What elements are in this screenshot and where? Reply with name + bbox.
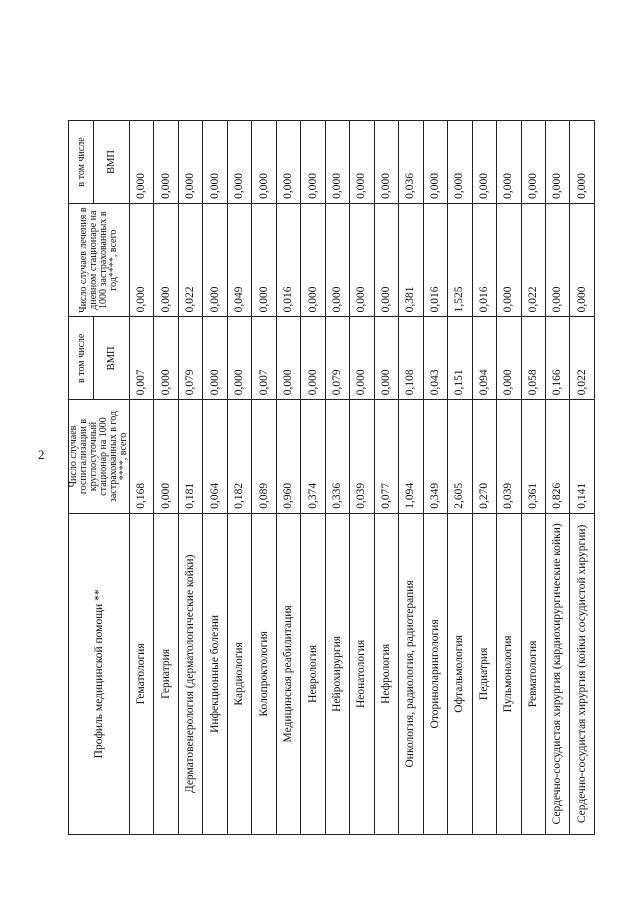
cell-day-vmp: 0,000	[497, 121, 521, 204]
cell-hosp-vmp: 0,000	[227, 317, 251, 400]
cell-day-vmp: 0,000	[325, 121, 349, 204]
cell-profile-name: Медицинская реабилитация	[276, 513, 300, 834]
cell-hosp-vmp: 0,007	[130, 317, 154, 400]
cell-day-vmp: 0,000	[545, 121, 569, 204]
cell-hosp-vmp: 0,000	[350, 317, 374, 400]
cell-hosp-total: 0,960	[276, 400, 300, 514]
table-row	[472, 121, 496, 835]
cell-day-vmp: 0,000	[203, 121, 227, 204]
cell-day-vmp: 0,000	[448, 121, 472, 204]
table-row	[227, 121, 251, 835]
cell-hosp-total: 1,094	[399, 400, 423, 514]
cell-hosp-total: 0,089	[252, 400, 276, 514]
cell-hosp-vmp: 0,043	[423, 317, 447, 400]
cell-hosp-vmp: 0,079	[178, 317, 202, 400]
cell-profile-name: Сердечно-сосудистая хирургия (койки сосудистой хирургии)	[570, 513, 595, 834]
cell-day-total: 0,000	[545, 203, 569, 317]
cell-hosp-vmp: 0,007	[252, 317, 276, 400]
table-body	[130, 121, 595, 835]
cell-profile-name: Нефрология	[374, 513, 398, 834]
table-row	[423, 121, 447, 835]
cell-profile-name: Сердечно-сосудистая хирургия (кардиохирургические койки)	[545, 513, 569, 834]
cell-day-total: 0,016	[472, 203, 496, 317]
cell-hosp-total: 0,361	[521, 400, 545, 514]
table-row	[497, 121, 521, 835]
cell-hosp-total: 0,039	[497, 400, 521, 514]
cell-hosp-total: 0,181	[178, 400, 202, 514]
cell-profile-name: Оториноларингология	[423, 513, 447, 834]
cell-profile-name: Инфекционные болезни	[203, 513, 227, 834]
cell-hosp-vmp: 0,000	[374, 317, 398, 400]
table-row	[154, 121, 178, 835]
table-row	[301, 121, 325, 835]
table-row	[252, 121, 276, 835]
cell-hosp-vmp: 0,151	[448, 317, 472, 400]
cell-day-total: 0,000	[325, 203, 349, 317]
table-row	[203, 121, 227, 835]
cell-hosp-vmp: 0,166	[545, 317, 569, 400]
table-row	[399, 121, 423, 835]
cell-hosp-total: 0,039	[350, 400, 374, 514]
cell-hosp-vmp: 0,022	[570, 317, 595, 400]
cell-day-total: 0,000	[497, 203, 521, 317]
cell-hosp-vmp: 0,000	[301, 317, 325, 400]
cell-profile-name: Колопроктология	[252, 513, 276, 834]
cell-profile-name: Пульмонология	[497, 513, 521, 834]
cell-hosp-vmp: 0,000	[497, 317, 521, 400]
table-row	[448, 121, 472, 835]
cell-day-vmp: 0,000	[130, 121, 154, 204]
table-row	[276, 121, 300, 835]
cell-hosp-total: 0,374	[301, 400, 325, 514]
header-profile: Профиль медицинской помощи **	[69, 513, 130, 834]
cell-day-total: 0,000	[130, 203, 154, 317]
table-row	[325, 121, 349, 835]
cell-day-vmp: 0,000	[423, 121, 447, 204]
cell-hosp-vmp: 0,058	[521, 317, 545, 400]
page-number: 2	[38, 447, 45, 462]
table-row	[130, 121, 154, 835]
cell-day-vmp: 0,000	[521, 121, 545, 204]
cell-day-total: 0,000	[301, 203, 325, 317]
cell-day-vmp: 0,000	[252, 121, 276, 204]
cell-day-total: 0,049	[227, 203, 251, 317]
cell-day-vmp: 0,000	[570, 121, 595, 204]
cell-hosp-total: 0,168	[130, 400, 154, 514]
cell-hosp-vmp: 0,108	[399, 317, 423, 400]
cell-day-total: 0,000	[570, 203, 595, 317]
cell-hosp-total: 0,349	[423, 400, 447, 514]
header-day-hospital-total: Число случаев лечения в дневном стационаре на 1000 застрахованных в год****, всего	[69, 203, 130, 317]
cell-hosp-total: 2,605	[448, 400, 472, 514]
cell-day-total: 0,000	[154, 203, 178, 317]
cell-hosp-total: 0,077	[374, 400, 398, 514]
cell-day-total: 0,000	[374, 203, 398, 317]
cell-day-vmp: 0,036	[399, 121, 423, 204]
cell-day-vmp: 0,000	[374, 121, 398, 204]
cell-day-vmp: 0,000	[276, 121, 300, 204]
table-row	[570, 121, 595, 835]
cell-day-vmp: 0,000	[154, 121, 178, 204]
cell-day-total: 0,000	[252, 203, 276, 317]
cell-profile-name: Педиатрия	[472, 513, 496, 834]
cell-hosp-total: 0,270	[472, 400, 496, 514]
cell-profile-name: Офтальмология	[448, 513, 472, 834]
cell-profile-name: Онкология, радиология, радиотерапия	[399, 513, 423, 834]
cell-day-total: 0,381	[399, 203, 423, 317]
cell-day-total: 0,000	[203, 203, 227, 317]
cell-hosp-total: 0,000	[154, 400, 178, 514]
cell-profile-name: Гематология	[130, 513, 154, 834]
cell-profile-name: Гериатрия	[154, 513, 178, 834]
hospitalization-table	[68, 120, 595, 835]
table-row	[178, 121, 202, 835]
cell-day-total: 0,022	[521, 203, 545, 317]
cell-day-total: 0,016	[423, 203, 447, 317]
table-row	[545, 121, 569, 835]
rotated-table-container	[68, 0, 588, 835]
cell-profile-name: Нейрохирургия	[325, 513, 349, 834]
cell-day-vmp: 0,000	[178, 121, 202, 204]
cell-hosp-total: 0,182	[227, 400, 251, 514]
cell-hosp-vmp: 0,000	[276, 317, 300, 400]
cell-hosp-vmp: 0,094	[472, 317, 496, 400]
header-vmp-2: ВМП	[94, 121, 130, 204]
cell-hosp-vmp: 0,000	[203, 317, 227, 400]
cell-day-vmp: 0,000	[227, 121, 251, 204]
cell-hosp-total: 0,064	[203, 400, 227, 514]
cell-profile-name: Дерматовенерология (дерматологические койки)	[178, 513, 202, 834]
table-row	[374, 121, 398, 835]
header-of-which-2: в том числе	[69, 121, 94, 204]
cell-hosp-vmp: 0,000	[154, 317, 178, 400]
cell-profile-name: Кардиология	[227, 513, 251, 834]
table-row	[350, 121, 374, 835]
cell-profile-name: Неврология	[301, 513, 325, 834]
cell-profile-name: Неонатология	[350, 513, 374, 834]
cell-hosp-vmp: 0,079	[325, 317, 349, 400]
cell-hosp-total: 0,336	[325, 400, 349, 514]
cell-day-vmp: 0,000	[350, 121, 374, 204]
cell-day-total: 0,022	[178, 203, 202, 317]
cell-day-total: 0,000	[350, 203, 374, 317]
cell-day-vmp: 0,000	[472, 121, 496, 204]
cell-day-total: 1,525	[448, 203, 472, 317]
cell-day-total: 0,016	[276, 203, 300, 317]
cell-day-vmp: 0,000	[301, 121, 325, 204]
header-vmp-1: ВМП	[94, 317, 130, 400]
header-of-which-1: в том числе	[69, 317, 94, 400]
cell-profile-name: Ревматология	[521, 513, 545, 834]
table-row	[521, 121, 545, 835]
header-hospitalization-total: Число случаев госпитализации в круглосуточный стационар на 1000 застрахованных в год ****, всего	[69, 400, 130, 514]
cell-hosp-total: 0,826	[545, 400, 569, 514]
cell-hosp-total: 0,141	[570, 400, 595, 514]
